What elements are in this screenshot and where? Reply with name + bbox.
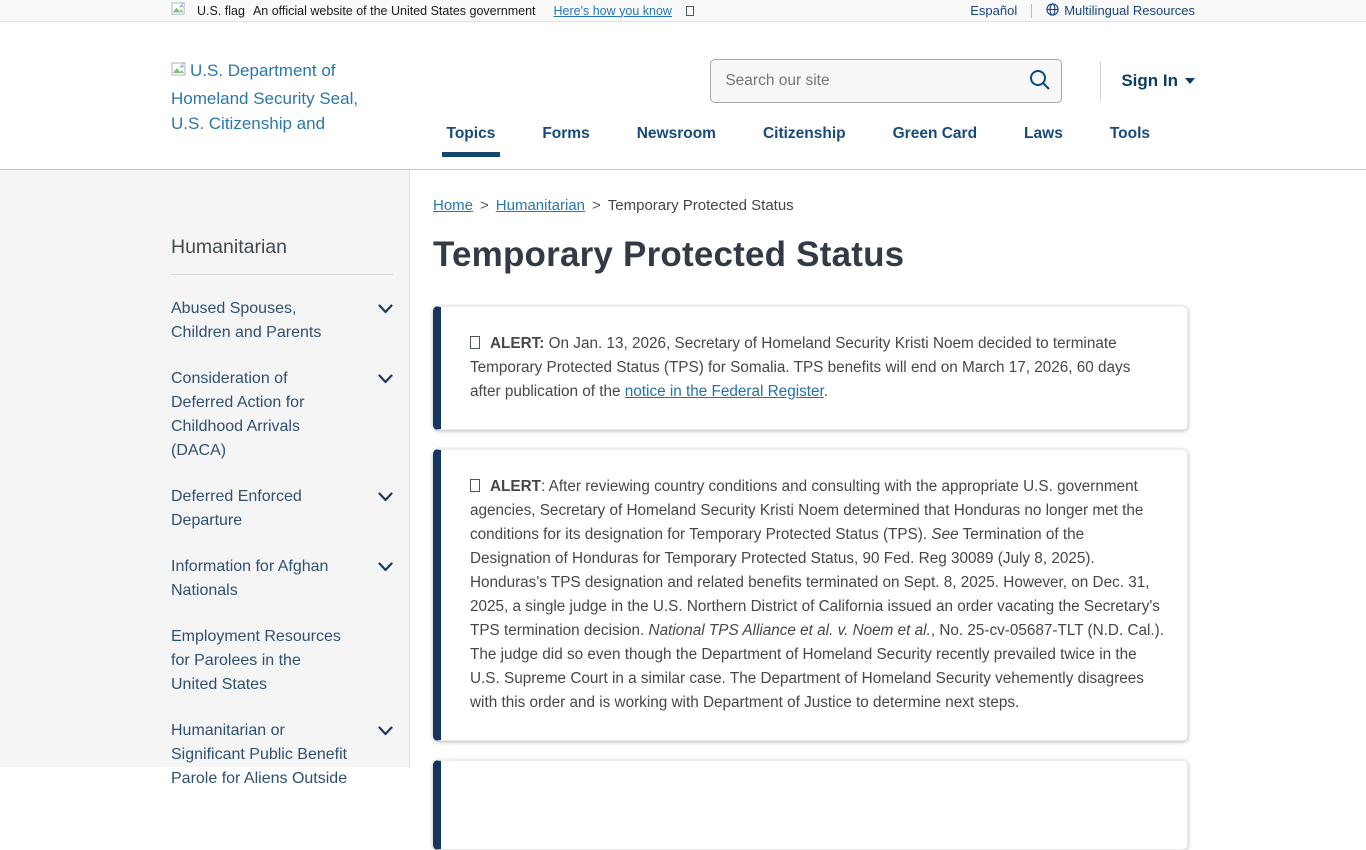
alert-missing-glyph-icon (470, 336, 480, 349)
chevron-down-icon (1185, 78, 1195, 84)
nav-item-forms[interactable]: Forms (542, 125, 590, 142)
alert-text-segment: , No. 25-cv-05687-TLT (N.D. Cal.). The judge did so even though the Department of Homeland Security recently prevailed twice in the U.S. Supreme Court in a similar case. The Department of Homeland Security vehemently disagrees with this order and is working with Department of Justice to determine next steps. (470, 622, 1165, 711)
sign-in-button[interactable] (1121, 71, 1195, 91)
alert-box (433, 449, 1188, 741)
site-header (0, 22, 1366, 170)
nav-item-topics[interactable]: Topics (447, 125, 496, 157)
nav-item-citizenship[interactable]: Citizenship (762, 125, 846, 142)
signin-divider (1100, 62, 1101, 100)
sidebar (0, 170, 410, 787)
gov-banner-left (171, 2, 694, 20)
sidebar-item[interactable] (171, 625, 393, 697)
breadcrumb-separator: > (480, 197, 489, 214)
alert-box (433, 760, 1188, 850)
alert-text (470, 475, 1165, 715)
alert-text-segment: : After reviewing country conditions and consulting with the appropriate U.S. government agencies, Secretary of Homeland Security Kristi Noem determined that Honduras no longer met the conditions for its designation for Temporary Protected Status (TPS). (470, 478, 1144, 543)
sidebar-item-label: Abused Spouses, Children and Parents (171, 300, 322, 341)
search-row (710, 59, 1195, 103)
alert-text-segment: On Jan. 13, 2026, Secretary of Homeland Security Kristi Noem decided to terminate Temporary Protected Status (TPS) for Somalia. TPS benefits will end on March 17, 2026, 60 days after publication of the (470, 335, 1131, 400)
alert-text-segment: National TPS Alliance et al. v. Noem et al. (648, 622, 931, 639)
sidebar-divider (171, 274, 393, 275)
logo-alt-text: U.S. Department of Homeland Security Seal, U.S. Citizenship and (171, 61, 359, 133)
sidebar-item[interactable] (171, 297, 393, 345)
sidebar-item[interactable] (171, 555, 393, 603)
multilingual-resources-link[interactable] (1046, 3, 1195, 19)
sidebar-item-label: Employment Resources for Parolees in the United States (171, 628, 341, 693)
search-icon (1028, 80, 1052, 95)
alert-box (433, 306, 1188, 430)
sign-in-label: Sign In (1121, 71, 1178, 90)
sidebar-item-label: Information for Afghan Nationals (171, 558, 329, 599)
breadcrumb-current: Temporary Protected Status (607, 197, 794, 214)
multilingual-resources-label: Multilingual Resources (1064, 3, 1195, 18)
header-right (447, 22, 1195, 169)
chevron-down-icon[interactable] (378, 371, 393, 389)
chevron-missing-glyph-icon (686, 6, 694, 16)
broken-image-icon (171, 60, 187, 86)
alert-text-segment: ALERT: (490, 335, 545, 352)
search-button[interactable] (1025, 66, 1055, 96)
page-title: Temporary Protected Status (433, 235, 905, 274)
alert-text-segment: Termination of the Designation of Honduras for Temporary Protected Status, 90 Fed. Reg 30089 (July 8, 2025). Honduras's TPS designation and related benefits terminated on Sept. 8, 2025. However, on Dec. 31, 2025, a single judge in the U.S. Northern District of California issued an order vacating the Secretary's TPS termination decision. (470, 526, 1160, 639)
nav-item-newsroom[interactable]: Newsroom (636, 125, 716, 142)
breadcrumb-separator: > (592, 197, 601, 214)
alert-text-segment: ALERT (490, 478, 541, 495)
official-website-text: An official website of the United States government (252, 3, 536, 18)
primary-nav (447, 125, 1150, 157)
alert-text-segment: See (931, 526, 959, 543)
gov-banner (0, 0, 1366, 22)
broken-image-icon (171, 2, 186, 20)
nav-item-green-card[interactable]: Green Card (892, 125, 978, 142)
sidebar-item[interactable] (171, 485, 393, 533)
sidebar-item[interactable] (171, 719, 393, 791)
sidebar-item-label: Consideration of Deferred Action for Childhood Arrivals (DACA) (171, 370, 305, 459)
alerts-list (433, 306, 1188, 850)
gov-banner-right (970, 3, 1195, 19)
sidebar-nav (171, 297, 393, 791)
alert-missing-glyph-icon (470, 479, 480, 492)
alert-inline-link[interactable]: notice in the Federal Register (624, 383, 824, 400)
alert-text-segment: . (823, 383, 829, 400)
search-box (710, 59, 1062, 103)
sidebar-heading: Humanitarian (171, 236, 287, 258)
main-content (410, 170, 1366, 767)
espanol-link[interactable]: Español (970, 3, 1018, 18)
globe-icon (1046, 3, 1059, 19)
uscis-logo-link[interactable] (171, 58, 367, 138)
chevron-down-icon[interactable] (378, 489, 393, 507)
page-body (0, 170, 1366, 787)
chevron-down-icon[interactable] (378, 301, 393, 319)
breadcrumb (433, 197, 1366, 214)
search-input[interactable] (710, 59, 1062, 103)
nav-item-tools[interactable]: Tools (1109, 125, 1150, 142)
heres-how-you-know-link[interactable]: Here's how you know (553, 3, 672, 18)
sidebar-item-label: Humanitarian or Significant Public Benefit Parole for Aliens Outside (171, 722, 348, 787)
sidebar-item-label: Deferred Enforced Departure (171, 488, 302, 529)
flag-alt-text: U.S. flag (197, 3, 245, 18)
chevron-down-icon[interactable] (378, 723, 393, 741)
breadcrumb-home-link[interactable]: Home (433, 197, 474, 214)
chevron-down-icon[interactable] (378, 559, 393, 577)
breadcrumb-humanitarian-link[interactable]: Humanitarian (495, 197, 585, 214)
banner-divider (1031, 4, 1032, 18)
alert-text (470, 332, 1165, 404)
nav-item-laws[interactable]: Laws (1024, 125, 1063, 142)
sidebar-item[interactable] (171, 367, 393, 463)
